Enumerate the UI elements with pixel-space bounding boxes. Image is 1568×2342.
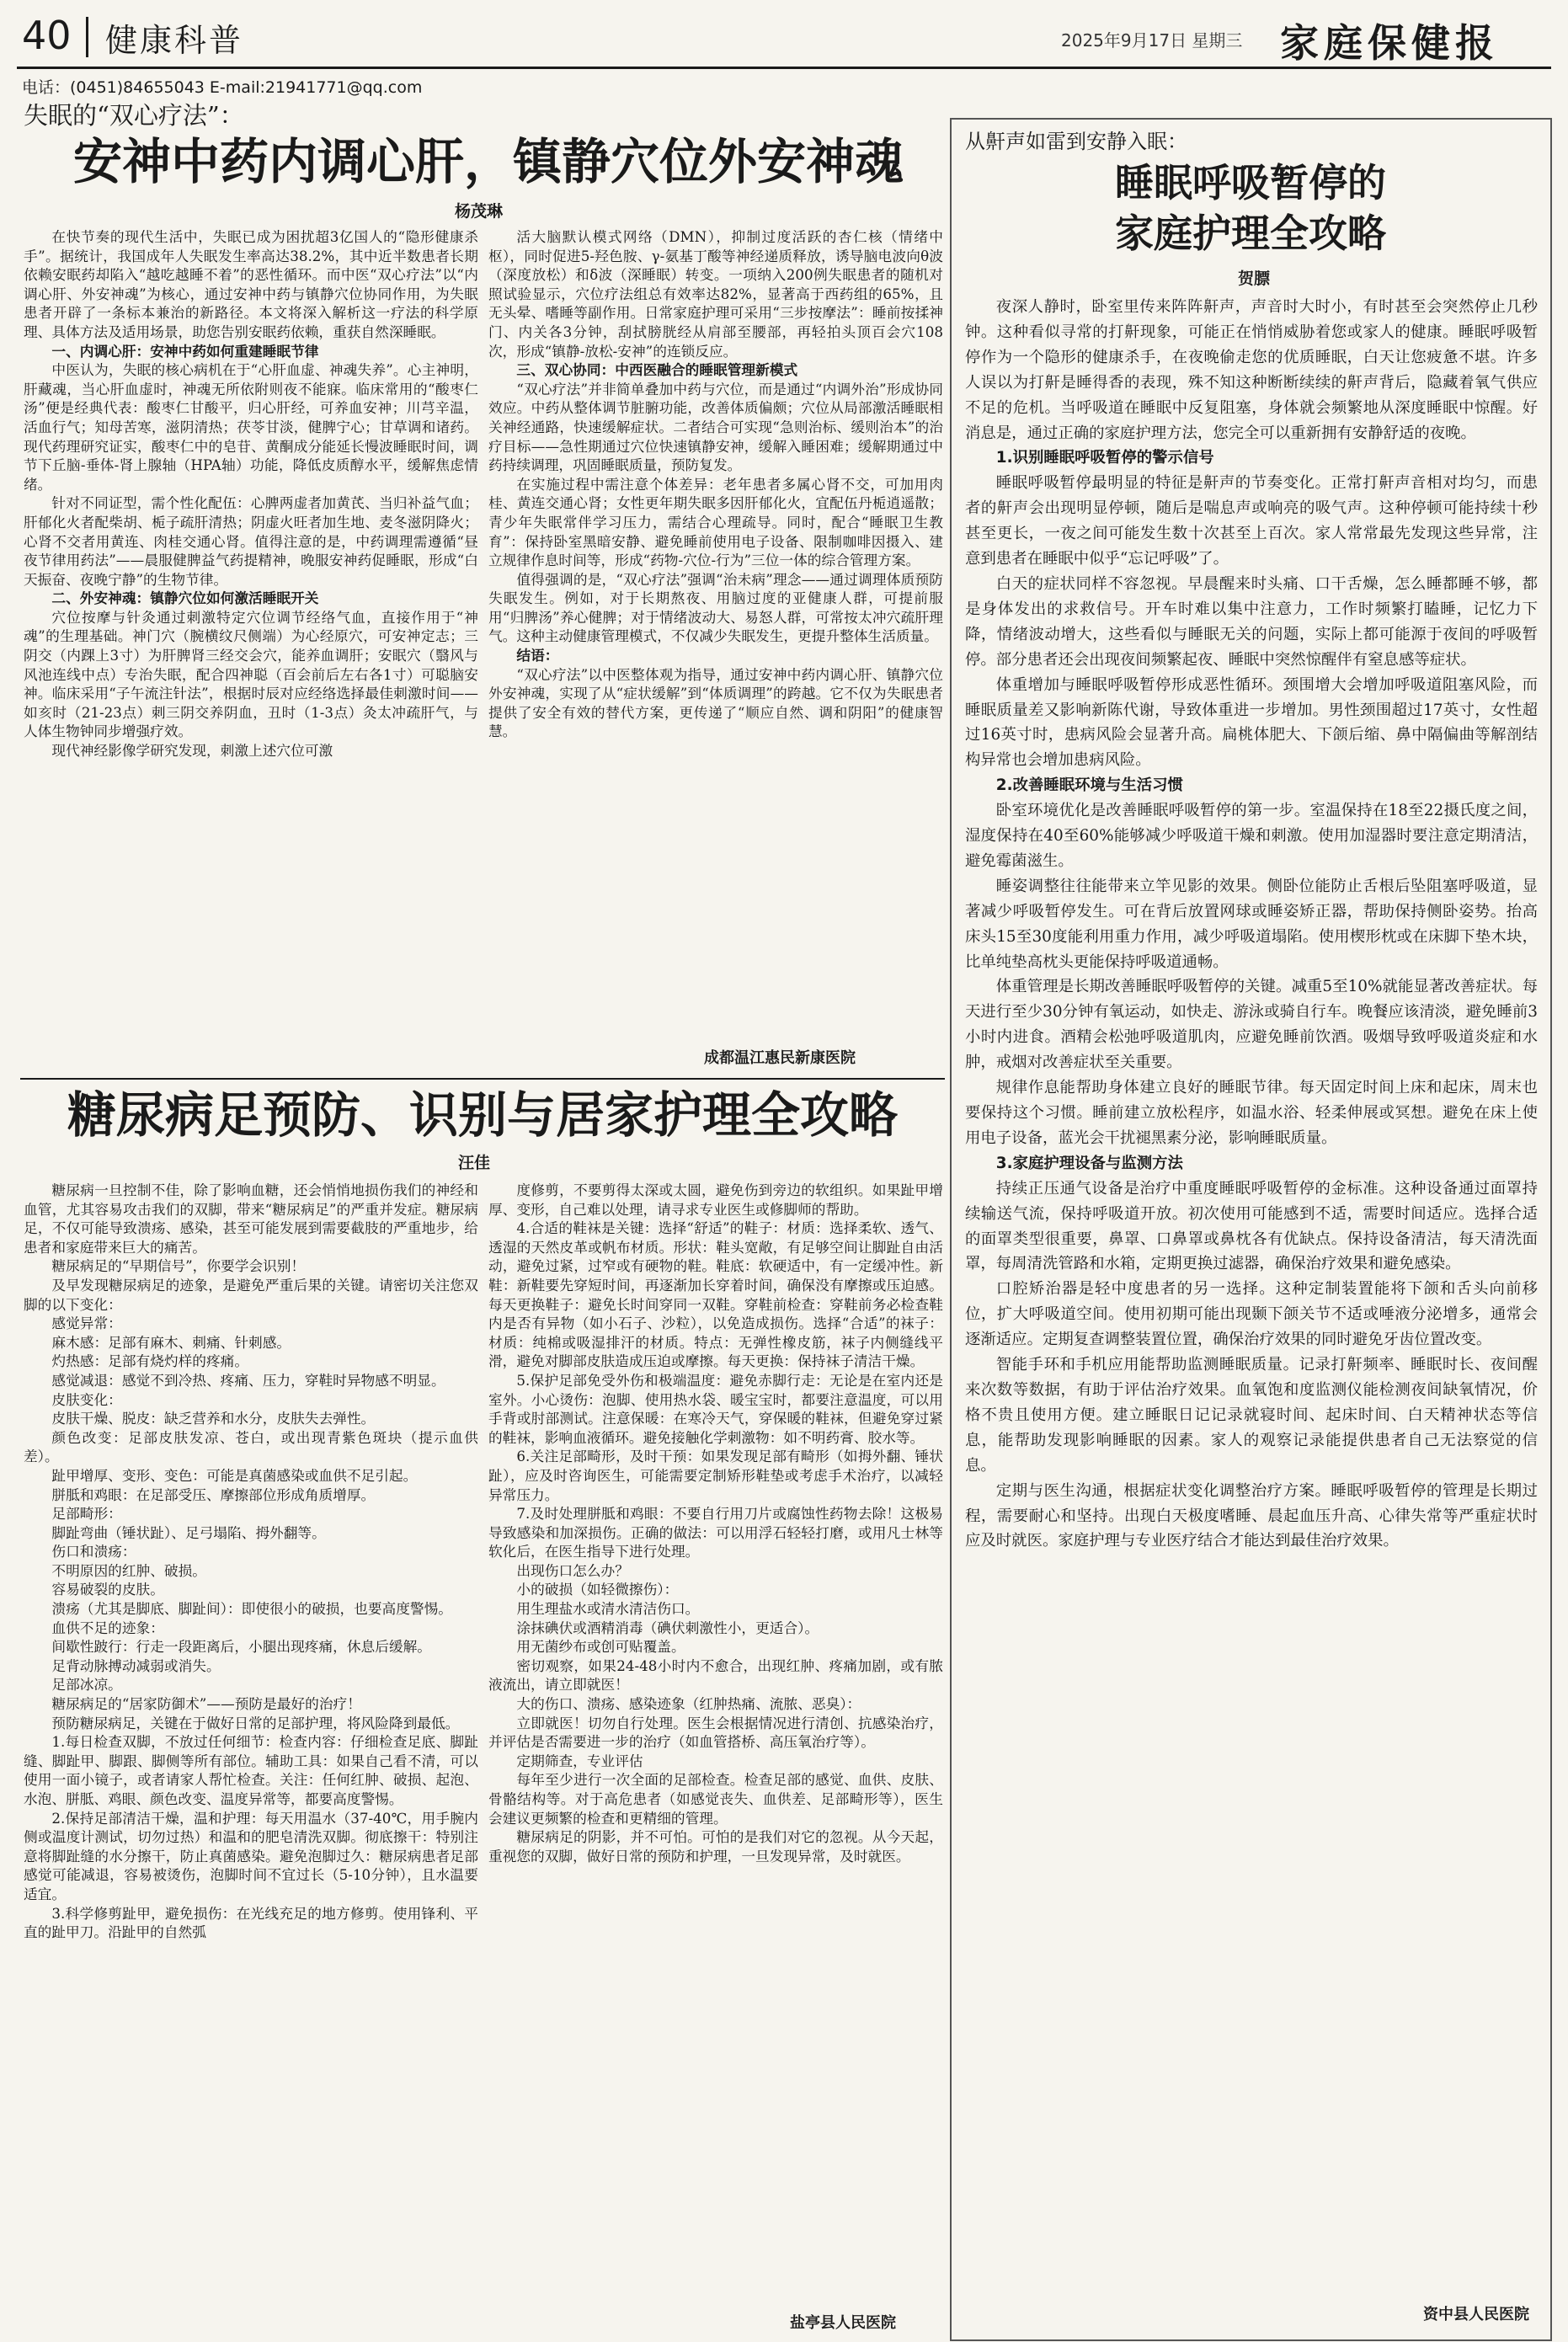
paragraph: 6.关注足部畸形，及时干预：如果发现足部有畸形（如拇外翻、锤状趾），应及时咨询医生，可能需要定制矫形鞋垫或考虑手术治疗，以减轻异常压力。: [488, 1448, 943, 1503]
article2-author: 汪佳: [458, 1154, 491, 1172]
paragraph: 2.保持足部清洁干燥，温和护理：每天用温水（37-40℃，用手腕内侧或温度计测试，切勿过热）和温和的肥皂清洗双脚。彻底擦干：特别注意将脚趾缝的水分擦干，防止真菌感染。避免泡脚过久：糖尿病患者足部感觉可能减退，容易被烫伤，泡脚时间不宜过长（5-10分钟），且水温要适宜。: [24, 1809, 478, 1902]
paragraph: 足部冰凉。: [51, 1676, 122, 1694]
paragraph: 足部畸形：: [51, 1505, 122, 1523]
article1-kicker: 失眠的“双心疗法”：: [24, 101, 244, 130]
paragraph: 4.合适的鞋袜是关键：选择“舒适”的鞋子：材质：选择柔软、透气、透湿的天然皮革或帆布材质。形状：鞋头宽敞，有足够空间让脚趾自由活动，避免过紧，过窄或有硬物的鞋。鞋底：软硬适中，有一定缓冲性。新鞋：新鞋要先穿短时间，再逐渐加长穿着时间，确保没有摩擦或压迫感。每天更换鞋子：避免长时间穿同一双鞋。穿鞋前检查：穿鞋前务必检查鞋内是否有异物（如小石子、沙粒），以免造成损伤。选择“合适”的袜子：材质：纯棉或吸湿排汗的材质。特点：无弹性橡皮筋，袜子内侧缝线平滑，避免对脚部皮肤造成压迫或摩擦。每天更换：保持袜子清洁干燥。: [488, 1219, 943, 1370]
paragraph: 在快节奏的现代生活中，失眠已成为困扰超3亿国人的“隐形健康杀手”。据统计，我国成年人失眠发生率高达38.2%，其中近半数患者长期依赖安眠药却陷入“越吃越睡不着”的恶性循环。而中医“双心疗法”以“内调心肝、外安神魂”为核心，通过安神中药与镇静穴位协同作用，为失眠患者开辟了一条标本兼治的新路径。本文将深入解析这一疗法的科学原理、具体方法及适用场景，助您告别安眠药依赖，重获自然深睡眠。: [24, 228, 478, 340]
paragraph: 足背动脉搏动减弱或消失。: [51, 1656, 221, 1674]
article2-column-2: [488, 1181, 943, 2309]
subheading: 二、外安神魂：镇静穴位如何激活睡眠开关: [51, 590, 319, 607]
paragraph: 1.每日检查双脚，不放过任何细节：检查内容：仔细检查足底、脚趾缝、脚趾甲、脚跟、脚侧等所有部位。辅助工具：如果自己看不清，可以使用一面小镜子，或者请家人帮忙检查。关注：任何红肿、破损、起泡、水泡、胼胝、鸡眼、颜色改变、温度异常等，都要高度警惕。: [24, 1733, 478, 1807]
paragraph: 现代神经影像学研究发现，刺激上述穴位可激: [51, 742, 333, 760]
paragraph: 夜深人静时，卧室里传来阵阵鼾声，声音时大时小，有时甚至会突然停止几秒钟。这种看似寻常的打鼾现象，可能正在悄悄威胁着您或家人的健康。睡眠呼吸暂停作为一个隐形的健康杀手，在夜晚偷走您的优质睡眠，白天让您疲惫不堪。许多人误以为打鼾是睡得香的表现，殊不知这种断断续续的鼾声背后，隐藏着氧气供应不足的危机。当呼吸道在睡眠中反复阻塞，身体就会频繁地从深度睡眠中惊醒。好消息是，通过正确的家庭护理方法，您完全可以重新拥有安静舒适的夜晚。: [965, 298, 1538, 442]
paragraph: 睡姿调整往往能带来立竿见影的效果。侧卧位能防止舌根后坠阻塞呼吸道，显著减少呼吸暂停发生。可在背后放置网球或睡姿矫正器，帮助保持侧卧姿势。抬高床头15至30度能利用重力作用，减少呼吸道塌陷。使用楔形枕或在床脚下垫木块，比单纯垫高枕头更能保持呼吸道通畅。: [965, 877, 1538, 971]
paragraph: 糖尿病足的“居家防御术”——预防是最好的治疗！: [51, 1695, 361, 1713]
paragraph: 皮肤变化：: [51, 1390, 122, 1408]
article2-title: 糖尿病足预防、识别与居家护理全攻略: [67, 1086, 898, 1144]
paragraph: 糖尿病足的“早期信号”，你要学会识别！: [51, 1257, 306, 1275]
article3-source: 资中县人民医院: [1423, 2306, 1529, 2323]
paragraph: 间歇性跛行：行走一段距离后，小腿出现疼痛，休息后缓解。: [51, 1638, 431, 1656]
paragraph: 规律作息能帮助身体建立良好的睡眠节律。每天固定时间上床和起床，周末也要保持这个习惯。睡前建立放松程序，如温水浴、轻柔伸展或冥想。避免在床上使用电子设备，蓝光会干扰褪黑素分泌，影响睡眠质量。: [965, 1079, 1538, 1147]
paragraph: 白天的症状同样不容忽视。早晨醒来时头痛、口干舌燥，怎么睡都睡不够，都是身体发出的求救信号。开车时难以集中注意力，工作时频繁打瞌睡，记忆力下降，情绪波动增大，这些看似与睡眠无关的问题，实际上都可能源于夜间的呼吸暂停。部分患者还会出现夜间频繁起夜、睡眠中突然惊醒伴有窒息感等症状。: [965, 574, 1538, 669]
paragraph: 定期与医生沟通，根据症状变化调整治疗方案。睡眠呼吸暂停的管理是长期过程，需要耐心和坚持。出现白天极度嗜睡、晨起血压升高、心律失常等严重症状时应及时就医。家庭护理与专业医疗结合才能达到最佳治疗效果。: [965, 1481, 1538, 1550]
paragraph: 伤口和溃疡：: [51, 1543, 136, 1560]
article3-title-line1: 睡眠呼吸暂停的: [1115, 160, 1386, 205]
paragraph: 持续正压通气设备是治疗中重度睡眠呼吸暂停的金标准。这种设备通过面罩持续输送气流，保持呼吸道开放。初次使用可能感到不适，需要时间适应。选择合适的面罩类型很重要，鼻罩、口鼻罩或鼻枕各有优缺点。保持设备清洁，每天清洗面罩，每周清洗管路和水箱，定期更换过滤器，确保治疗效果和避免感染。: [965, 1179, 1538, 1273]
issue-date: 2025年9月17日 星期三: [1061, 30, 1243, 51]
article1-title: 安神中药内调心肝，镇静穴位外安神魂: [72, 133, 904, 190]
paragraph: 小的破损（如轻微擦伤）：: [516, 1581, 679, 1598]
contact-info: 电话：(0451)84655043 E-mail:21941771@qq.com: [22, 78, 423, 97]
page-header: [17, 0, 1551, 69]
paragraph: 度修剪，不要剪得太深或太圆，避免伤到旁边的软组织。如果趾甲增厚、变形，自己难以处理，请寻求专业医生或修脚师的帮助。: [488, 1182, 943, 1218]
paragraph: 用无菌纱布或创可贴覆盖。: [516, 1638, 685, 1656]
paragraph: 趾甲增厚、变形、变色：可能是真菌感染或血供不足引起。: [51, 1466, 418, 1484]
paragraph: 口腔矫治器是轻中度患者的另一选择。这种定制装置能将下颌和舌头向前移位，扩大呼吸道空间。使用初期可能出现颞下颌关节不适或唾液分泌增多，通常会逐渐适应。定期复查调整装置位置，确保治疗效果的同时避免牙齿位置改变。: [965, 1280, 1538, 1349]
subheading: 结语：: [516, 647, 559, 664]
article3-body: [965, 295, 1538, 2291]
paragraph: 7.及时处理胼胝和鸡眼：不要自行用刀片或腐蚀性药物去除！这极易导致感染和加深损伤。正确的做法：可以用浮石轻轻打磨，或用凡士林等软化后，在医生指导下进行处理。: [488, 1505, 943, 1560]
section-name: 健康科普: [105, 22, 244, 59]
paragraph: 体重增加与睡眠呼吸暂停形成恶性循环。颈围增大会增加呼吸道阻塞风险，而睡眠质量差又影响新陈代谢，导致体重进一步增加。男性颈围超过17英寸，女性超过16英寸时，患病风险会显著升高。扁桃体肥大、下颌后缩、鼻中隔偏曲等解剖结构异常也会增加患病风险。: [965, 675, 1538, 770]
article1-source: 成都温江惠民新康医院: [704, 1049, 856, 1067]
paragraph: 定期筛查，专业评估: [516, 1752, 643, 1769]
paragraph: 灼热感：足部有烧灼样的疼痛。: [51, 1352, 249, 1370]
subheading: 一、内调心肝：安神中药如何重建睡眠节律: [51, 342, 319, 360]
article1-author: 杨茂琳: [455, 202, 504, 221]
paragraph: 感觉减退：感觉不到冷热、疼痛、压力，穿鞋时异物感不明显。: [51, 1371, 445, 1389]
paragraph: 密切观察，如果24-48小时内不愈合，出现红肿、疼痛加剧，或有脓液流出，请立即就医！: [488, 1656, 943, 1694]
paragraph: 智能手环和手机应用能帮助监测睡眠质量。记录打鼾频率、睡眠时长、夜间醒来次数等数据，有助于评估治疗效果。血氧饱和度监测仪能检测夜间缺氧情况，价格不贵且使用方便。建立睡眠日记记录就寝时间、起床时间、白天精神状态等信息，能帮助发现影响睡眠的因素。家人的观察记录能提供患者自己无法察觉的信息。: [965, 1356, 1538, 1475]
article3-title-line2: 家庭护理全攻略: [1115, 211, 1386, 256]
paragraph: 睡眠呼吸暂停最明显的特征是鼾声的节奏变化。正常打鼾声音相对均匀，而患者的鼾声会出现明显停顿，随后是喘息声或响亮的吸气声。这种停顿可能持续十秒甚至更长，一夜之间可能发生数十次甚至上百次。家人常常最先发现这些异常，注意到患者在睡眠中似乎“忘记呼吸”了。: [965, 474, 1538, 568]
paragraph: 3.科学修剪趾甲，避免损伤：在光线充足的地方修剪。使用锋利、平直的趾甲刀。沿趾甲的自然弧: [24, 1904, 478, 1941]
paragraph: 穴位按摩与针灸通过刺激特定穴位调节经络气血，直接作用于“神魂”的生理基础。神门穴（腕横纹尺侧端）为心经原穴，可安神定志；三阴交（内踝上3寸）为肝脾肾三经交会穴，能养血调肝；安眠穴（翳风与风池连线中点）专治失眠，配合四神聪（百会前后左右各1寸）可聪脑安神。临床采用“子午流注针法”，根据时辰对应经络选择最佳刺激时间——如亥时（21-23点）刺三阴交养阴血，丑时（1-3点）灸太冲疏肝气，与人体生物钟同步增强疗效。: [24, 608, 478, 740]
subheading: 2.改善睡眠环境与生活习惯: [995, 776, 1183, 795]
article-divider: [20, 1078, 945, 1080]
paragraph: 血供不足的迹象：: [51, 1619, 164, 1636]
article1-column-1: [24, 227, 478, 1073]
paragraph: 感觉异常：: [51, 1315, 122, 1332]
paragraph: 在实施过程中需注意个体差异：老年患者多属心肾不交，可加用肉桂、黄连交通心肾；女性更年期失眠多因肝郁化火，宜配伍丹栀逍遥散；青少年失眠常伴学习压力，需结合心理疏导。同时，配合“睡眠卫生教育”：保持卧室黑暗安静、避免睡前使用电子设备、限制咖啡因摄入、建立规律作息时间等，形成“药物-穴位-行为”三位一体的综合管理方案。: [488, 475, 943, 569]
paragraph: 体重管理是长期改善睡眠呼吸暂停的关键。减重5至10%就能显著改善症状。每天进行至少30分钟有氧运动，如快走、游泳或骑自行车。晚餐应该清淡，避免睡前3小时内进食。酒精会松弛呼吸道肌肉，应避免睡前饮酒。吸烟导致呼吸道炎症和水肿，戒烟对改善症状至关重要。: [965, 978, 1538, 1072]
article2-source: 盐亭县人民医院: [790, 2314, 896, 2332]
paragraph: 每年至少进行一次全面的足部检查。检查足部的感觉、血供、皮肤、骨骼结构等。对于高危患者（如感觉丧失、血供差、足部畸形等），医生会建议更频繁的检查和更精细的管理。: [488, 1771, 943, 1827]
paragraph: 胼胝和鸡眼：在足部受压、摩擦部位形成角质增厚。: [51, 1486, 376, 1503]
paragraph: 麻木感：足部有麻木、刺痛、针刺感。: [51, 1333, 291, 1351]
article1-column-2: [488, 227, 943, 1012]
paragraph: 及早发现糖尿病足的迹象，是避免严重后果的关键。请密切关注您双脚的以下变化：: [24, 1276, 478, 1313]
subheading: 1.识别睡眠呼吸暂停的警示信号: [995, 449, 1214, 467]
paragraph: 糖尿病一旦控制不佳，除了影响血糖，还会悄悄地损伤我们的神经和血管，尤其容易攻击我们的双脚，带来“糖尿病足”的严重并发症。糖尿病足，不仅可能导致溃疡、感染，甚至可能发展到需要截肢的严重地步，给患者和家庭带来巨大的痛苦。: [24, 1182, 478, 1256]
subheading: 三、双心协同：中西医融合的睡眠管理新模式: [516, 361, 798, 379]
paragraph: 涂抹碘伏或酒精消毒（碘伏刺激性小，更适合）。: [516, 1619, 819, 1636]
paragraph: 卧室环境优化是改善睡眠呼吸暂停的第一步。室温保持在18至22摄氏度之间，湿度保持在40至60%能够减少呼吸道干燥和刺激。使用加湿器时要注意定期清洁，避免霉菌滋生。: [965, 802, 1538, 870]
paragraph: 颜色改变：足部皮肤发凉、苍白，或出现青紫色斑块（提示血供差）。: [24, 1428, 478, 1465]
paragraph: 出现伤口怎么办？: [516, 1561, 629, 1579]
paragraph: 糖尿病足的阴影，并不可怕。可怕的是我们对它的忽视。从今天起，重视您的双脚，做好日常的预防和护理，一旦发现异常，及时就医。: [488, 1828, 943, 1865]
subheading: 3.家庭护理设备与监测方法: [995, 1154, 1183, 1172]
article3-kicker: 从鼾声如雷到安静入眠：: [965, 130, 1187, 153]
paragraph: 针对不同证型，需个性化配伍：心脾两虚者加黄芪、当归补益气血；肝郁化火者配柴胡、栀子疏肝清热；阴虚火旺者加生地、麦冬滋阴降火；心肾不交者用黄连、肉桂交通心肾。值得注意的是，中药调理需遵循“昼夜节律用药法”——晨服健脾益气药提精神，晚服安神药促睡眠，形成“白天振奋、夜晚宁静”的生物节律。: [24, 494, 478, 588]
paragraph: “双心疗法”以中医整体观为指导，通过安神中药内调心肝、镇静穴位外安神魂，实现了从“症状缓解”到“体质调理”的跨越。它不仅为失眠患者提供了安全有效的替代方案，更传递了“顺应自然、调和阴阳”的健康智慧。: [488, 665, 943, 740]
paragraph: 脚趾弯曲（锤状趾）、足弓塌陷、拇外翻等。: [51, 1523, 326, 1541]
paragraph: 值得强调的是，“双心疗法”强调“治未病”理念——通过调理体质预防失眠发生。例如，对于长期熬夜、用脑过度的亚健康人群，可提前服用“归脾汤”养心健脾；对于情绪波动大、易怒人群，可常按太冲穴疏肝理气。这种主动健康管理模式，不仅减少失眠发生，更提升整体生活质量。: [488, 570, 943, 645]
paragraph: 立即就医！切勿自行处理。医生会根据情况进行清创、抗感染治疗，并评估是否需要进一步的治疗（如血管搭桥、高压氧治疗等）。: [488, 1714, 943, 1751]
paragraph: 预防糖尿病足，关键在于做好日常的足部护理，将风险降到最低。: [51, 1714, 460, 1731]
header-divider: [86, 17, 88, 57]
article2-column-1: [24, 1181, 478, 2334]
paragraph: 溃疡（尤其是脚底、脚趾间）：即使很小的破损，也要高度警惕。: [51, 1600, 452, 1618]
paragraph: 活大脑默认模式网络（DMN），抑制过度活跃的杏仁核（情绪中枢），同时促进5-羟色胺、γ-氨基丁酸等神经递质释放，诱导脑电波向θ波（深度放松）和δ波（深睡眠）转变。一项纳入200例失眠患者的随机对照试验显示，穴位疗法组总有效率达82%，显著高于西药组的65%，且无头晕、嗜睡等副作用。日常家庭护理可采用“三步按摩法”：睡前按揉神门、内关各3分钟，刮拭膀胱经从肩部至腰部，再轻拍头顶百会穴108次，形成“镇静-放松-安神”的连锁反应。: [488, 228, 943, 360]
paragraph: 不明原因的红肿、破损。: [51, 1561, 206, 1579]
paragraph: “双心疗法”并非简单叠加中药与穴位，而是通过“内调外治”形成协同效应。中药从整体调节脏腑功能，改善体质偏颇；穴位从局部激活睡眠相关神经通路，快速缓解症状。二者结合可实现“急则治标、缓则治本”的治疗目标——急性期通过穴位快速镇静安神，缓解入睡困难；缓解期通过中药持续调理，巩固睡眠质量，预防复发。: [488, 380, 943, 474]
newspaper-name: 家庭保健报: [1280, 20, 1499, 66]
paragraph: 皮肤干燥、脱皮：缺乏营养和水分，皮肤失去弹性。: [51, 1410, 376, 1427]
paragraph: 中医认为，失眠的核心病机在于“心肝血虚、神魂失养”。心主神明，肝藏魂，当心肝血虚时，神魂无所依附则夜不能寐。临床常用的“酸枣仁汤”便是经典代表：酸枣仁甘酸平，归心肝经，可养血安神；川芎辛温，活血行气；知母苦寒，滋阴清热；茯苓甘淡，健脾宁心；甘草调和诸药。现代药理研究证实，酸枣仁中的皂苷、黄酮成分能延长慢波睡眠时间，调节下丘脑-垂体-肾上腺轴（HPA轴）功能，降低皮质醇水平，缓解焦虑情绪。: [24, 361, 478, 493]
page-number: 40: [22, 13, 72, 58]
paragraph: 用生理盐水或清水清洁伤口。: [516, 1600, 700, 1618]
paragraph: 容易破裂的皮肤。: [51, 1581, 164, 1598]
paragraph: 5.保护足部免受外伤和极端温度：避免赤脚行走：无论是在室内还是室外。小心烫伤：泡脚、使用热水袋、暖宝宝时，都要注意温度，可以用手背或肘部测试。注意保暖：在寒冷天气，穿保暖的鞋袜，但避免穿过紧的鞋袜，影响血液循环。避免接触化学刺激物：如不明药膏、胶水等。: [488, 1371, 943, 1446]
paragraph: 大的伤口、溃疡、感染迹象（红肿热痛、流脓、恶臭）：: [516, 1695, 861, 1713]
article3-author: 贺膘: [1238, 269, 1271, 288]
